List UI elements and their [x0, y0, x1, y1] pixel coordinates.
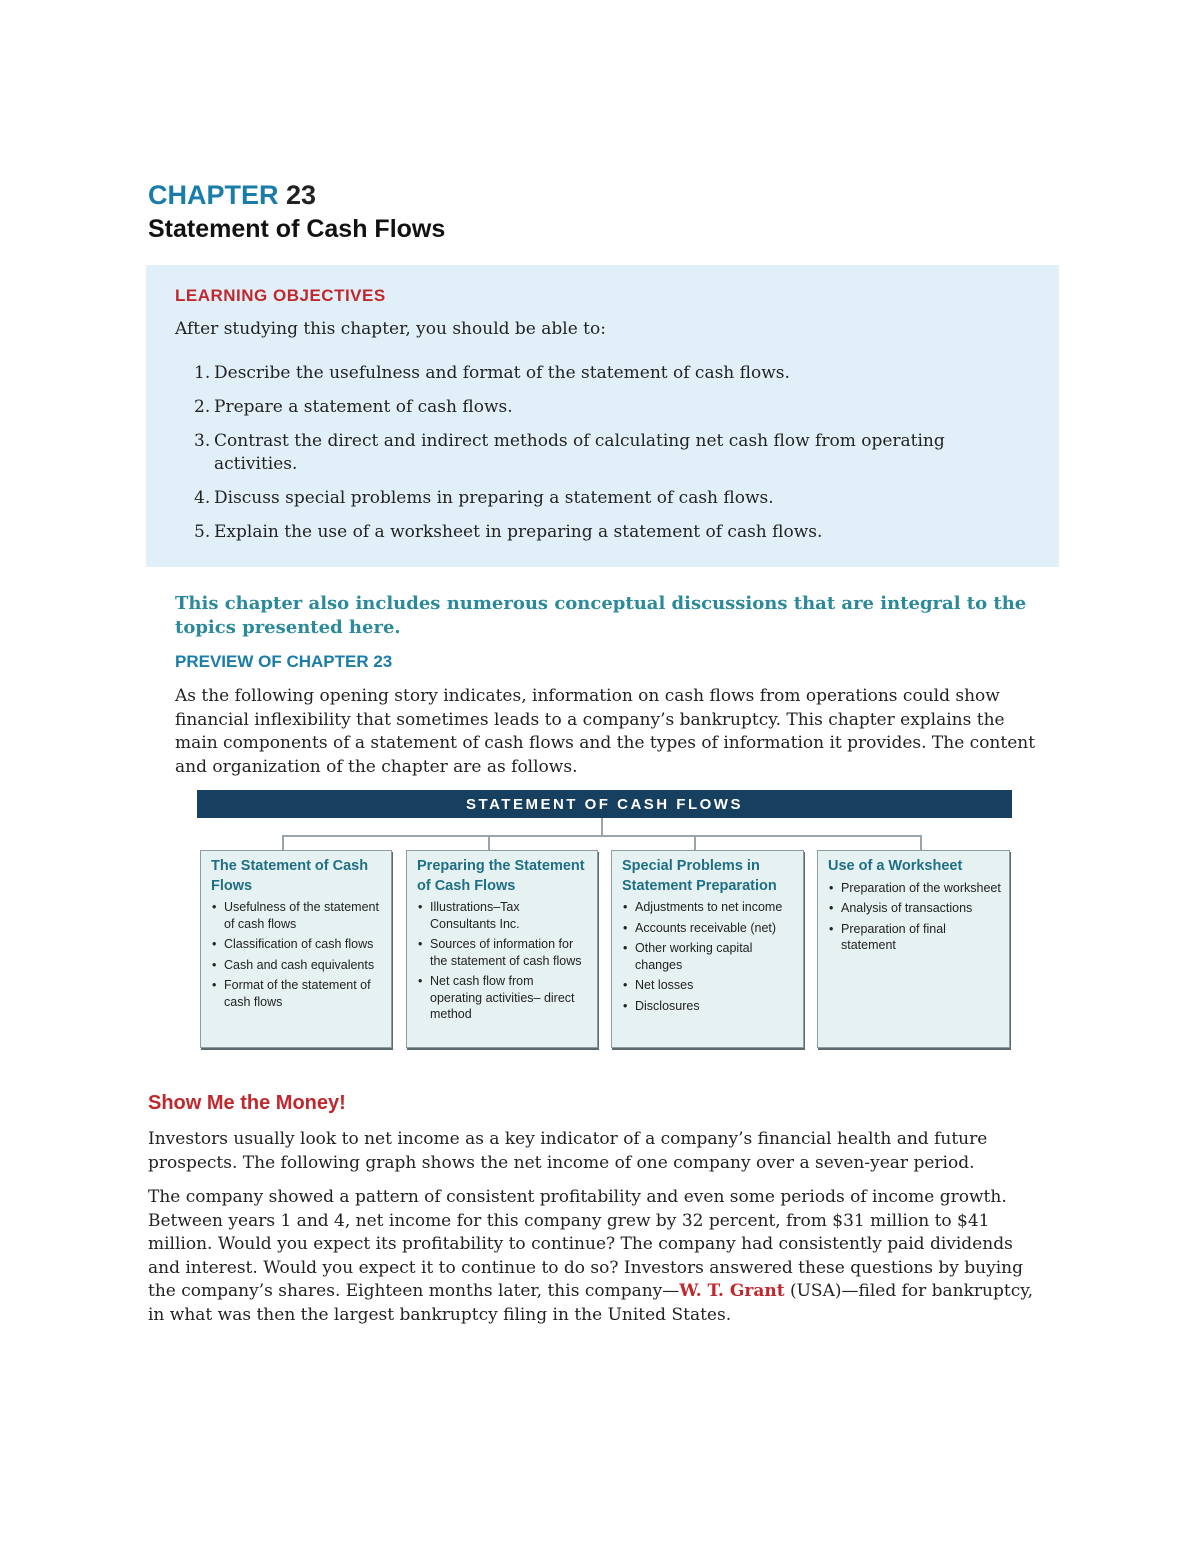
chapter-word: CHAPTER: [148, 180, 279, 210]
objective-item: [190, 396, 1010, 419]
diagram-connector-branch: [920, 835, 922, 851]
diagram-box-item: • Preparation of the worksheet: [828, 880, 1001, 897]
diagram-box-special-problems: [611, 850, 804, 1048]
diagram-box-item: • Classification of cash flows: [211, 936, 383, 953]
diagram-box-list: [622, 899, 795, 1014]
diagram-box-item: • Sources of information for the statement of cash flows: [417, 936, 589, 969]
diagram-box-list: [417, 899, 589, 1023]
diagram-box-item: • Adjustments to net income: [622, 899, 795, 916]
diagram-title-bar: STATEMENT OF CASH FLOWS: [197, 790, 1012, 818]
learning-objectives-intro: After studying this chapter, you should be able to:: [175, 319, 606, 339]
objective-number: 3.: [194, 431, 211, 451]
objective-text: Explain the use of a worksheet in preparing a statement of cash flows.: [214, 522, 823, 542]
diagram-box-list: [211, 899, 383, 1010]
diagram-box-item: • Cash and cash equivalents: [211, 957, 383, 974]
page-title: Statement of Cash Flows: [148, 215, 446, 243]
company-name-link[interactable]: W. T. Grant: [679, 1281, 785, 1301]
diagram-box-preparing-statement: [406, 850, 598, 1048]
objective-text: Prepare a statement of cash flows.: [214, 397, 513, 417]
diagram-box-item: • Format of the statement of cash flows: [211, 977, 383, 1010]
diagram-box-item: • Usefulness of the statement of cash flows: [211, 899, 383, 932]
chapter-label: [148, 178, 316, 212]
objective-item: [190, 362, 1010, 385]
diagram-box-title: Use of a Worksheet: [828, 858, 963, 874]
objective-number: 2.: [194, 397, 211, 417]
story-heading: Show Me the Money!: [148, 1092, 346, 1114]
learning-objectives-list: [190, 362, 1010, 555]
story-paragraph: Investors usually look to net income as a key indicator of a company’s financial health and future prospects. The following graph shows the net income of one company over a seven-year period.: [148, 1129, 988, 1173]
story-text: (USA)—filed for bankruptcy, in what was then the largest bankruptcy filing in the United States.: [148, 1281, 1033, 1325]
diagram-box-item: • Net cash flow from operating activities– direct method: [417, 973, 589, 1023]
diagram-box-title: Preparing the Statement of Cash Flows: [417, 858, 585, 894]
preview-paragraph: As the following opening story indicates, information on cash flows from operations could show financial inflexibility that sometimes leads to a company’s bankruptcy. This chapter explains the main components of a statement of cash flows and the types of information it provides. The content and organization of the chapter are as follows.: [175, 686, 1036, 777]
learning-objectives-heading: LEARNING OBJECTIVES: [175, 286, 386, 305]
diagram-box-item: • Net losses: [622, 977, 795, 994]
chapter-number: 23: [286, 180, 317, 210]
diagram-connector-branch: [282, 835, 284, 851]
diagram-box-item: • Illustrations–Tax Consultants Inc.: [417, 899, 589, 932]
objective-text: Describe the usefulness and format of the statement of cash flows.: [214, 363, 790, 383]
diagram-box-title: Special Problems in Statement Preparation: [622, 858, 777, 894]
diagram-connector-branch: [488, 835, 490, 851]
diagram-box-item: • Other working capital changes: [622, 940, 795, 973]
diagram-box-item: • Preparation of final statement: [828, 921, 1001, 954]
objective-text: Discuss special problems in preparing a statement of cash flows.: [214, 488, 774, 508]
preview-heading: PREVIEW OF CHAPTER 23: [175, 652, 393, 671]
objective-item: [190, 430, 1010, 476]
objective-number: 1.: [194, 363, 211, 383]
diagram-box-item: • Disclosures: [622, 998, 795, 1015]
conceptual-note: This chapter also includes numerous conceptual discussions that are integral to the topics presented here.: [175, 593, 1027, 638]
objective-item: [190, 487, 1010, 510]
diagram-box-use-of-worksheet: [817, 850, 1010, 1048]
diagram-connector-horizontal: [282, 835, 922, 837]
diagram-connector-branch: [694, 835, 696, 851]
story-text: The company showed a pattern of consistent profitability and even some periods of income growth. Between years 1 and 4, net income for this company grew by 32 percent, from $31 million to $41 million. Would you expect its profitability to continue? The company had consistently paid dividends and interest. Would you expect it to continue to do so? Investors answered these questions by buying the company’s shares. Eighteen months later, this company—: [148, 1187, 1023, 1301]
diagram-box-list: [828, 880, 1001, 954]
diagram-box-item: • Accounts receivable (net): [622, 920, 795, 937]
diagram-box-statement-of-cash-flows: [200, 850, 392, 1048]
diagram-box-title: The Statement of Cash Flows: [211, 858, 369, 894]
objective-number: 4.: [194, 488, 211, 508]
diagram-connector-trunk: [601, 818, 603, 836]
objective-item: [190, 521, 1010, 544]
objective-text: Contrast the direct and indirect methods of calculating net cash flow from operating activities.: [214, 431, 945, 474]
diagram-box-item: • Analysis of transactions: [828, 900, 1001, 917]
story-paragraph: [148, 1186, 1048, 1327]
objective-number: 5.: [194, 522, 211, 542]
